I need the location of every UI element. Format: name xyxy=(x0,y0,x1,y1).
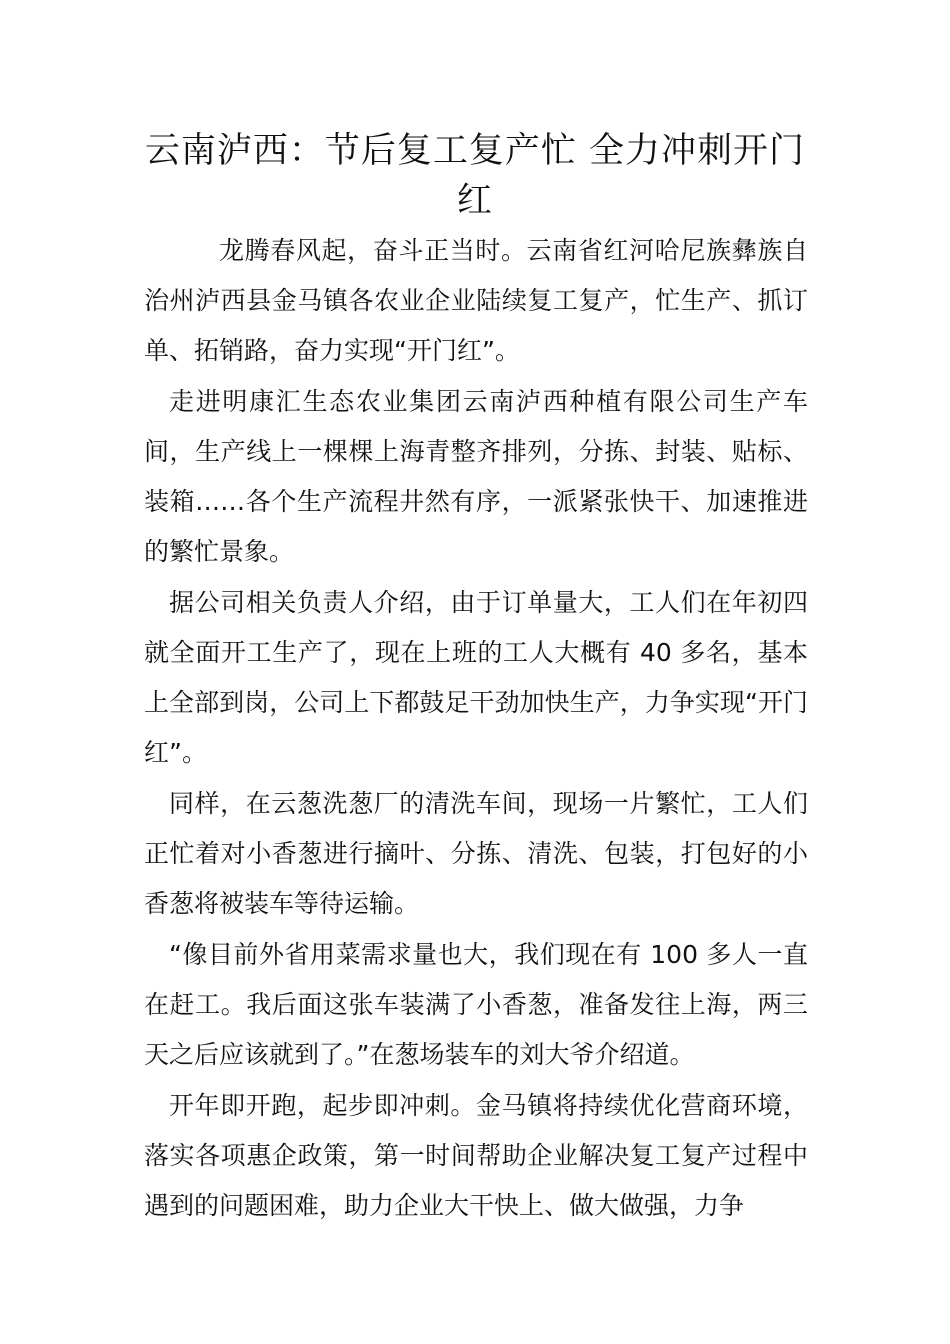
paragraph-4: 同样，在云葱洗葱厂的清洗车间，现场一片繁忙，工人们正忙着对小香葱进行摘叶、分拣、清洗、包装，打包好的小香葱将被装车等待运输。 xyxy=(144,789,808,918)
paragraph-6: 开年即开跑，起步即冲刺。金马镇将持续优化营商环境，落实各项惠企政策，第一时间帮助企业解决复工复产过程中遇到的问题困难，助力企业大干快上、做大做强，力争 xyxy=(144,1091,808,1220)
paragraph-3: 据公司相关负责人介绍，由于订单量大，工人们在年初四就全面开工生产了，现在上班的工人大概有 40 多名，基本上全部到岗，公司上下都鼓足干劲加快生产，力争实现“开门红”。 xyxy=(144,588,808,767)
paragraph-1: 龙腾春风起，奋斗正当时。云南省红河哈尼族彝族自治州泸西县金马镇各农业企业陆续复工复产，忙生产、抓订单、拓销路，奋力实现“开门红”。 xyxy=(144,236,808,365)
article-body xyxy=(144,226,808,1232)
paragraph-5: “像目前外省用菜需求量也大，我们现在有 100 多人一直在赶工。我后面这张车装满了小香葱，准备发往上海，两三天之后应该就到了。”在葱场装车的刘大爷介绍道。 xyxy=(144,940,808,1069)
paragraph-2: 走进明康汇生态农业集团云南泸西种植有限公司生产车间，生产线上一棵棵上海青整齐排列，分拣、封装、贴标、装箱……各个生产流程井然有序，一派紧张快干、加速推进的繁忙景象。 xyxy=(144,387,808,566)
article-title: 云南泸西：节后复工复产忙 全力冲刺开门红 xyxy=(144,131,806,221)
